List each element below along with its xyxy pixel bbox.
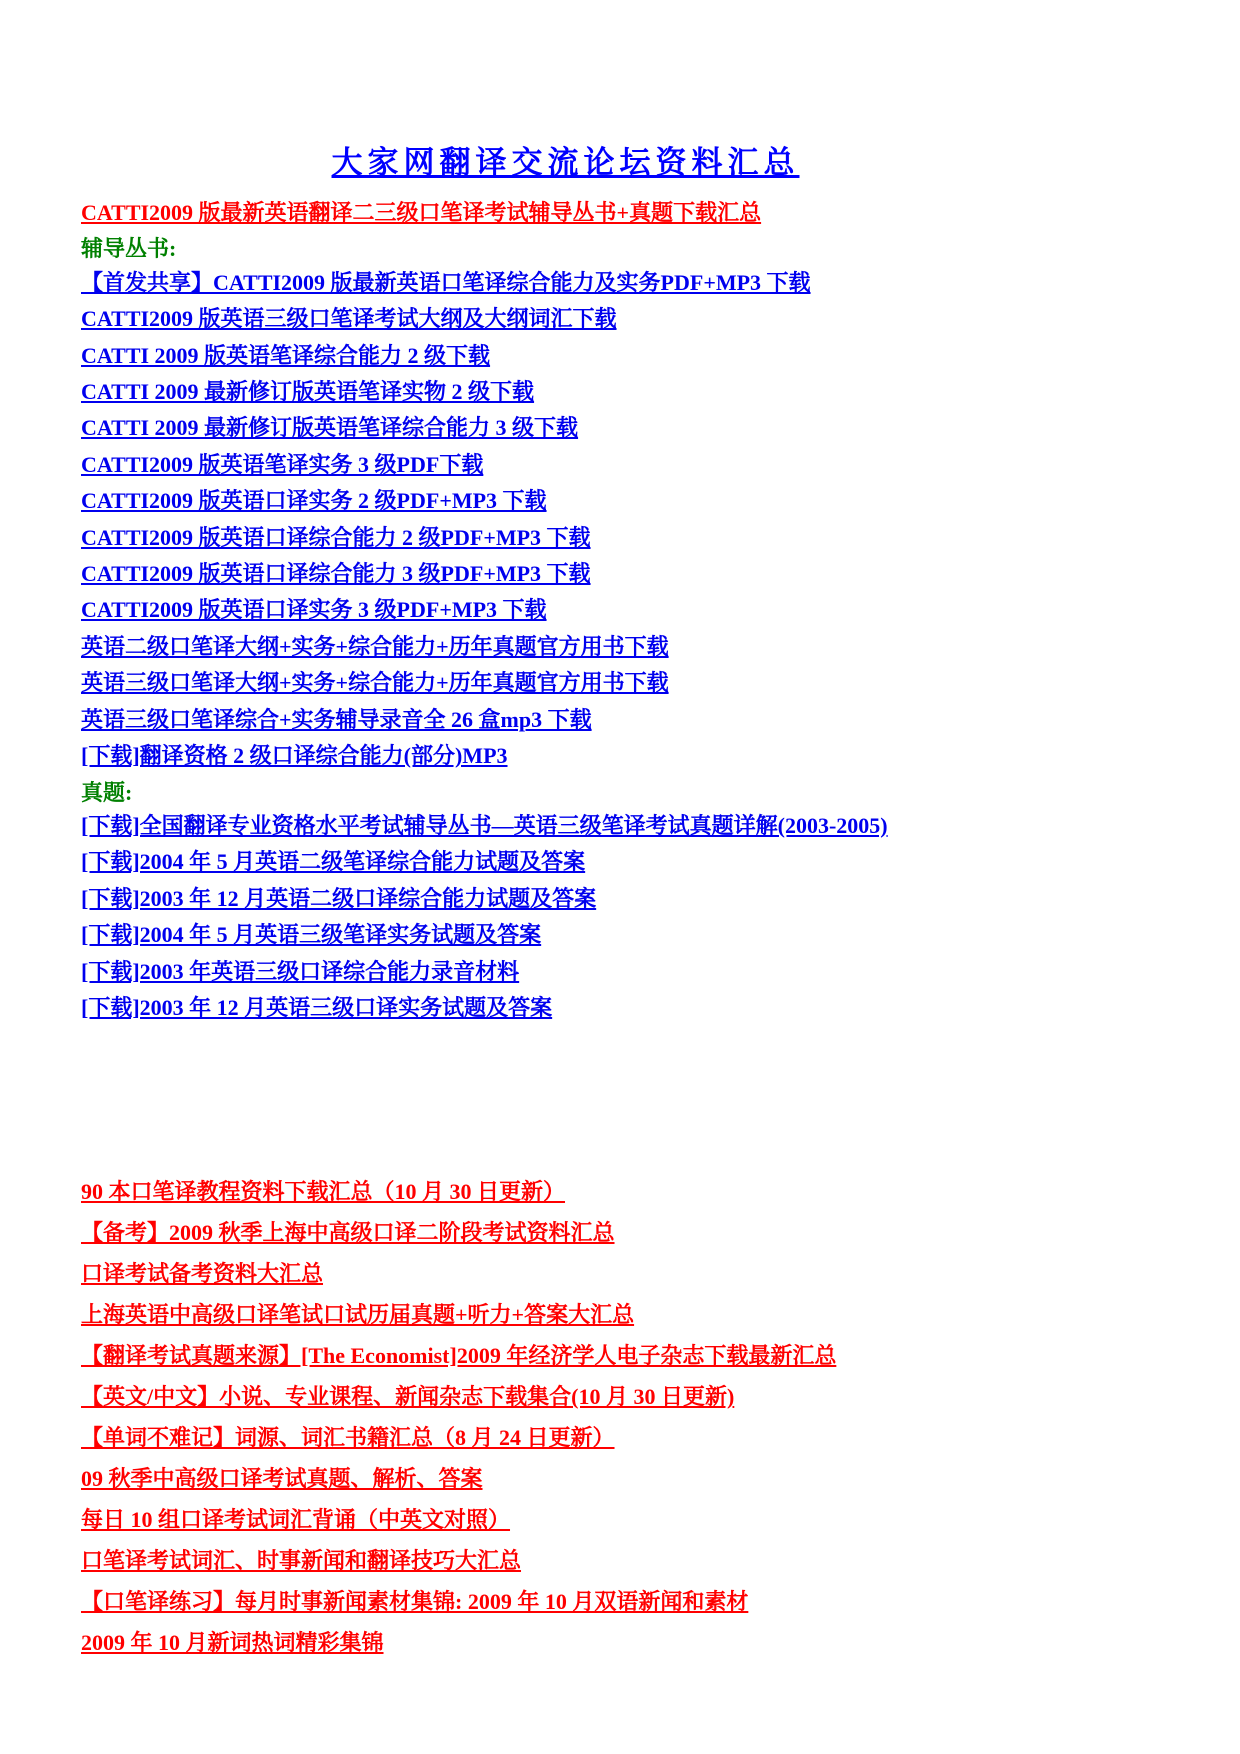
- resource-link[interactable]: 每日 10 组口译考试词汇背诵（中英文对照）: [81, 1507, 511, 1533]
- section-heading-guide-books: 辅导丛书:: [81, 236, 177, 262]
- resource-link[interactable]: 【单词不难记】词源、词汇书籍汇总（8 月 24 日更新）: [81, 1425, 615, 1451]
- resource-link[interactable]: 【翻译考试真题来源】[The Economist]2009 年经济学人电子杂志下载最新汇总: [81, 1343, 837, 1369]
- link-line: [81, 882, 1200, 918]
- link-line: [81, 845, 1200, 881]
- top-link-line: [81, 196, 1200, 232]
- resource-link[interactable]: 上海英语中高级口译笔试口试历届真题+听力+答案大汇总: [81, 1302, 635, 1328]
- link-line: [81, 991, 1200, 1027]
- guide-book-link[interactable]: CATTI2009 版英语口译综合能力 2 级PDF+MP3 下载: [81, 524, 591, 550]
- link-line: [81, 918, 1200, 954]
- section-heading-past-exams: 真题:: [81, 779, 133, 805]
- link-line: [81, 955, 1200, 991]
- link-list-guide-books: [81, 266, 1200, 776]
- past-exam-link[interactable]: [下载]2004 年 5 月英语二级笔译综合能力试题及答案: [81, 849, 586, 875]
- link-line: [81, 1419, 1200, 1460]
- link-line: [81, 630, 1200, 666]
- link-line: [81, 448, 1200, 484]
- link-line: [81, 1296, 1200, 1337]
- guide-book-link[interactable]: 英语二级口笔译大纲+实务+综合能力+历年真题官方用书下载: [81, 633, 669, 659]
- link-list-resources: [81, 1173, 1200, 1665]
- link-line: [81, 1378, 1200, 1419]
- guide-book-link[interactable]: 【首发共享】CATTI2009 版最新英语口笔译综合能力及实务PDF+MP3 下载: [81, 269, 811, 295]
- link-line: [81, 1624, 1200, 1665]
- link-line: [81, 1337, 1200, 1378]
- link-line: [81, 411, 1200, 447]
- link-line: [81, 375, 1200, 411]
- guide-book-link[interactable]: 英语三级口笔译大纲+实务+综合能力+历年真题官方用书下载: [81, 670, 669, 696]
- guide-book-link[interactable]: CATTI 2009 版英语笔译综合能力 2 级下载: [81, 342, 491, 368]
- guide-book-link[interactable]: CATTI2009 版英语口译实务 3 级PDF+MP3 下载: [81, 597, 547, 623]
- guide-book-link[interactable]: CATTI 2009 最新修订版英语笔译综合能力 3 级下载: [81, 415, 579, 441]
- guide-book-link[interactable]: CATTI2009 版英语口译综合能力 3 级PDF+MP3 下载: [81, 561, 591, 587]
- guide-book-link[interactable]: CATTI 2009 最新修订版英语笔译实物 2 级下载: [81, 379, 535, 405]
- link-line: [81, 593, 1200, 629]
- resource-link[interactable]: 2009 年 10 月新词热词精彩集锦: [81, 1630, 384, 1656]
- guide-book-link[interactable]: CATTI2009 版英语笔译实务 3 级PDF下载: [81, 451, 484, 477]
- link-line: [81, 266, 1200, 302]
- link-list-past-exams: [81, 809, 1200, 1027]
- resource-link[interactable]: 90 本口笔译教程资料下载汇总（10 月 30 日更新）: [81, 1179, 566, 1205]
- link-line: [81, 666, 1200, 702]
- link-line: [81, 703, 1200, 739]
- resource-link[interactable]: 口笔译考试词汇、时事新闻和翻译技巧大汇总: [81, 1548, 522, 1574]
- resource-link[interactable]: 【英文/中文】小说、专业课程、新闻杂志下载集合(10 月 30 日更新): [81, 1384, 735, 1410]
- page-title: 大家网翻译交流论坛资料汇总: [331, 145, 800, 180]
- link-line: [81, 809, 1200, 845]
- link-line: [81, 302, 1200, 338]
- guide-book-link[interactable]: [下载]翻译资格 2 级口译综合能力(部分)MP3: [81, 743, 508, 769]
- guide-book-link[interactable]: CATTI2009 版英语三级口笔译考试大纲及大纲词汇下载: [81, 306, 617, 332]
- resource-link[interactable]: 09 秋季中高级口译考试真题、解析、答案: [81, 1466, 483, 1492]
- guide-book-link[interactable]: CATTI2009 版英语口译实务 2 级PDF+MP3 下载: [81, 488, 547, 514]
- guide-book-link[interactable]: 英语三级口笔译综合+实务辅导录音全 26 盒mp3 下载: [81, 706, 592, 732]
- link-line: [81, 1460, 1200, 1501]
- past-exam-link[interactable]: [下载]2004 年 5 月英语三级笔译实务试题及答案: [81, 922, 542, 948]
- link-line: [81, 1214, 1200, 1255]
- link-line: [81, 1255, 1200, 1296]
- link-line: [81, 557, 1200, 593]
- link-line: [81, 739, 1200, 775]
- top-summary-link[interactable]: CATTI2009 版最新英语翻译二三级口笔译考试辅导丛书+真题下载汇总: [81, 200, 762, 225]
- past-exam-link[interactable]: [下载]全国翻译专业资格水平考试辅导丛书—英语三级笔译考试真题详解(2003-2005): [81, 812, 888, 838]
- resource-link[interactable]: 【口笔译练习】每月时事新闻素材集锦: 2009 年 10 月双语新闻和素材: [81, 1589, 749, 1615]
- past-exam-link[interactable]: [下载]2003 年 12 月英语三级口译实务试题及答案: [81, 994, 553, 1020]
- past-exam-link[interactable]: [下载]2003 年 12 月英语二级口译综合能力试题及答案: [81, 885, 597, 911]
- link-line: [81, 1501, 1200, 1542]
- link-line: [81, 1542, 1200, 1583]
- resource-link[interactable]: 【备考】2009 秋季上海中高级口译二阶段考试资料汇总: [81, 1220, 615, 1246]
- link-line: [81, 339, 1200, 375]
- link-line: [81, 484, 1200, 520]
- link-line: [81, 1173, 1200, 1214]
- link-line: [81, 1583, 1200, 1624]
- resource-link[interactable]: 口译考试备考资料大汇总: [81, 1261, 324, 1287]
- past-exam-link[interactable]: [下载]2003 年英语三级口译综合能力录音材料: [81, 958, 520, 984]
- link-line: [81, 521, 1200, 557]
